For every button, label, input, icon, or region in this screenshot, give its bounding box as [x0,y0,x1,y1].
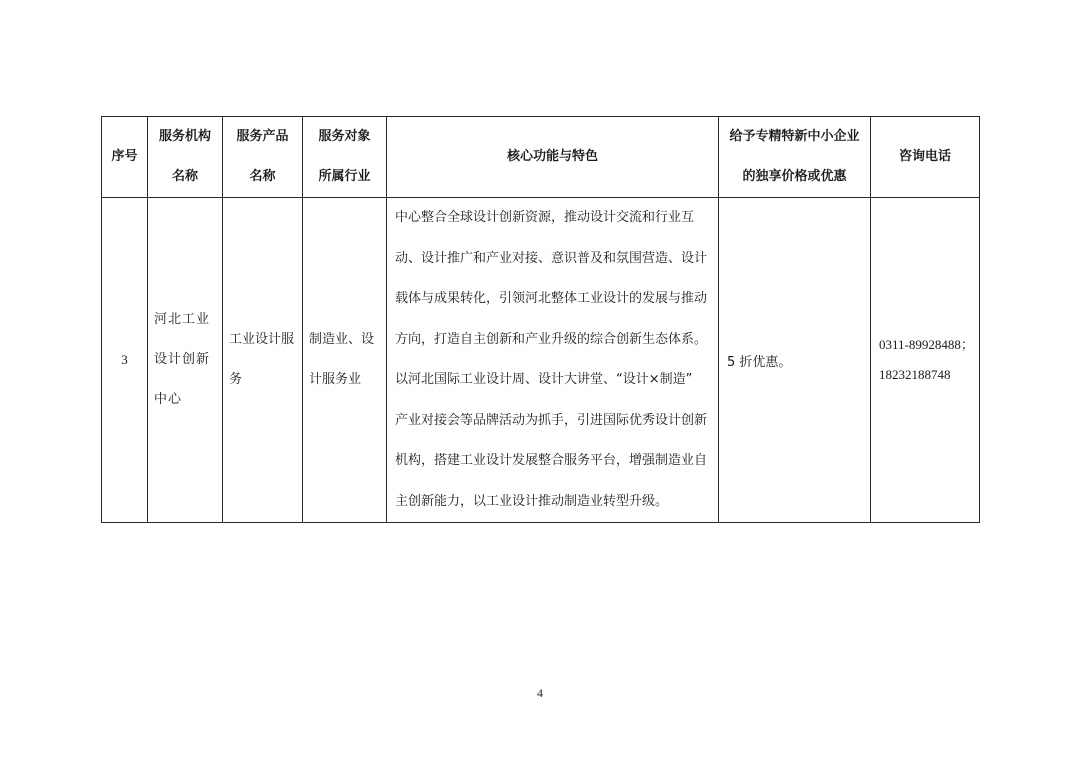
cell-industry: 制造业、设 计服务业 [303,198,387,523]
header-discount: 给予专精特新中小企业 的独享价格或优惠 [719,117,871,198]
table-header-row [102,117,980,198]
service-table [101,116,980,523]
cell-discount: 5 折优惠。 [719,198,871,523]
header-phone: 咨询电话 [871,117,980,198]
cell-seq: 3 [102,198,148,523]
header-industry: 服务对象 所属行业 [303,117,387,198]
header-product-name: 服务产品 名称 [223,117,303,198]
cell-core-features: 中心整合全球设计创新资源，推动设计交流和行业互 动、设计推广和产业对接、意识普及和氛围营造、设计 载体与成果转化，引领河北整体工业设计的发展与推动 方向，打造自主创新和产业升级的综合创新生态体系。 以河北国际工业设计周、设计大讲堂、“设计×制造” 产业对接会等品牌活动为抓手，引进国际优秀设计创新 机构，搭建工业设计发展整合服务平台，增强制造业自 主创新能力，以工业设计推动制造业转型升级。 [387,198,719,523]
page-number: 4 [537,686,543,700]
cell-org-name: 河北工业 设计创新 中心 [148,198,223,523]
header-org-name: 服务机构 名称 [148,117,223,198]
header-seq: 序号 [102,117,148,198]
cell-product-name: 工业设计服 务 [223,198,303,523]
cell-phone: 0311-89928488； 18232188748 [871,198,980,523]
table-row [102,198,980,523]
header-core-features: 核心功能与特色 [387,117,719,198]
